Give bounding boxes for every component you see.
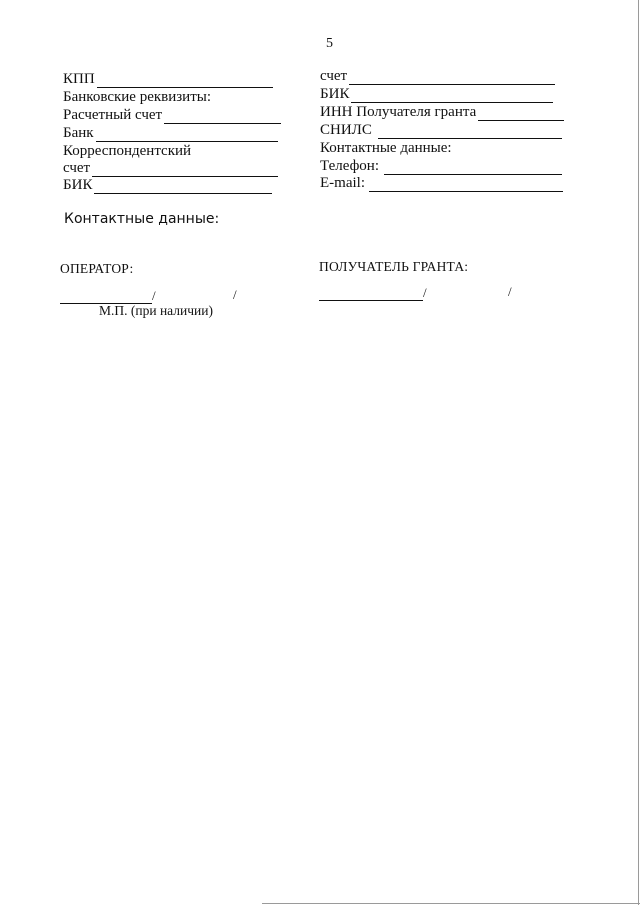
correspondent-account-blank [92,162,278,177]
grantee-account-label: счет [320,68,348,84]
kpp-blank [97,73,273,88]
stamp-note: М.П. (при наличии) [99,303,213,318]
grantee-account-blank [349,70,555,85]
bank-field [63,125,278,142]
grantee-inn-label: ИНН Получателя гранта [320,104,477,120]
operator-signature-slash-1: / [152,288,156,303]
grantee-phone-blank [384,160,562,175]
correspondent-account-label: счет [63,160,91,176]
grantee-bik-blank [351,88,553,103]
grantee-contact-heading [320,140,452,157]
grantee-signature-line [319,285,427,301]
grantee-snils-blank [378,124,562,139]
grantee-inn-field [320,104,564,121]
operator-bik-field [63,177,272,194]
page-border-bottom [262,903,640,904]
settlement-account-field [63,107,281,124]
grantee-email-blank [369,177,563,192]
kpp-label: КПП [63,71,95,87]
correspondent-label: Корреспондентский [63,143,192,159]
grantee-email-label: E-mail: [320,175,365,191]
grantee-contact-label: Контактные данные: [320,140,452,156]
grantee-signature-blank [319,288,423,301]
correspondent-account-line1 [63,143,191,160]
bank-label: Банк [63,125,94,141]
grantee-bik-field [320,86,553,103]
grantee-email-field [320,175,563,192]
operator-contact-label: Контактные данные: [64,211,220,227]
kpp-field [63,71,273,88]
grantee-phone-field [320,158,562,175]
grantee-phone-label: Телефон: [320,158,379,174]
operator-signature-line [60,288,156,304]
grantee-bik-label: БИК [320,86,350,102]
grantee-title: ПОЛУЧАТЕЛЬ ГРАНТА: [319,259,469,274]
operator-contact-heading [64,211,219,228]
grantee-signature-title [319,258,468,275]
bank-requisites-label: Банковские реквизиты: [63,89,212,105]
settlement-account-label: Расчетный счет [63,107,163,123]
correspondent-account-field [63,160,278,177]
operator-signature-title [60,260,133,277]
operator-bik-blank [94,179,272,194]
bank-blank [96,127,278,142]
grantee-account-field [320,68,555,85]
operator-signature-slash-2: / [233,287,237,302]
page-border-right [638,0,639,905]
page-number: 5 [326,36,333,51]
settlement-account-blank [164,109,281,124]
grantee-signature-slash-1: / [423,285,427,300]
operator-bik-label: БИК [63,177,93,193]
operator-title: ОПЕРАТОР: [60,261,134,276]
grantee-inn-blank [478,106,564,121]
grantee-signature-slash-2: / [508,284,512,299]
bank-requisites-heading [63,89,211,106]
grantee-snils-label: СНИЛС [320,122,372,138]
grantee-snils-field [320,122,562,139]
